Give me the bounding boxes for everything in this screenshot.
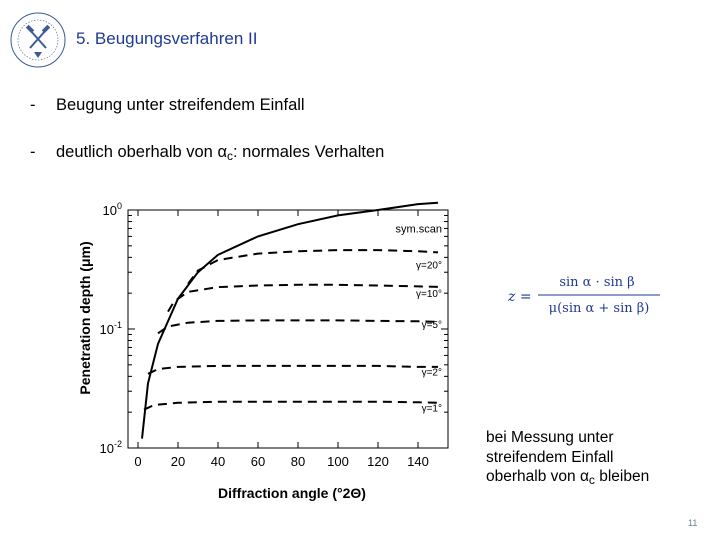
note-text-part: oberhalb von [486,468,580,485]
alpha-symbol: α [217,143,227,161]
series-label: γ=1° [421,403,442,415]
y-tick-label: $10^{-2}$ [99,439,122,456]
alpha-subscript: c [227,149,233,163]
formula-denominator: μ(sin α + sin β) [548,301,650,316]
series-label: γ=20° [416,260,442,272]
penetration-depth-formula [505,270,665,320]
series-label: sym.scan [395,223,442,236]
x-tick-label: 100 [327,454,349,469]
chart-layer [100,201,448,469]
bullet-item [30,96,305,115]
page-number: 11 [688,518,698,528]
series-line [188,250,438,284]
series-line [168,285,438,312]
bullet-dash: - [30,96,36,114]
note-line [486,467,649,491]
series-line [142,203,438,439]
formula-lhs: z = [508,289,532,305]
bullet-text: Beugung unter streifendem Einfall [56,96,305,114]
note-text-part: bleiben [594,468,650,485]
bullet-item [30,143,384,163]
x-axis-label: Diffraction angle (°2Θ) [218,485,366,501]
note-line: streifendem Einfall [486,448,614,466]
series-label: γ=2° [421,367,442,379]
formula-numerator: sin α · sin β [559,275,635,290]
x-tick-label: 40 [210,454,226,469]
alpha-subscript: c [588,473,595,487]
note-line: bei Messung unter [486,429,614,446]
plot-frame [128,210,448,448]
y-tick-label: $10^{-1}$ [99,320,122,337]
series-label: γ=5° [421,320,442,332]
bullet-text: deutlich oberhalb von [56,143,218,161]
y-axis-label: Penetration depth (μm) [77,241,93,395]
bullet-dash: - [30,143,36,161]
x-tick-label: 120 [367,454,389,469]
x-tick-label: 80 [290,454,306,469]
series-line [144,402,438,410]
bullet-text-tail: : normales Verhalten [233,143,385,161]
note-text [486,428,649,491]
penetration-depth-chart [72,190,452,508]
series-label: γ=10° [416,289,442,301]
series-line [158,320,438,333]
y-tick-label: $10^0$ [102,201,122,218]
x-tick-label: 0 [134,454,142,469]
series-line [148,366,438,374]
x-tick-label: 140 [407,454,429,469]
university-seal-logo [8,10,68,70]
alpha-symbol: α [579,468,589,485]
page-title: 5. Beugungsverfahren II [76,29,258,48]
x-tick-label: 60 [250,454,266,469]
x-tick-label: 20 [170,454,186,469]
